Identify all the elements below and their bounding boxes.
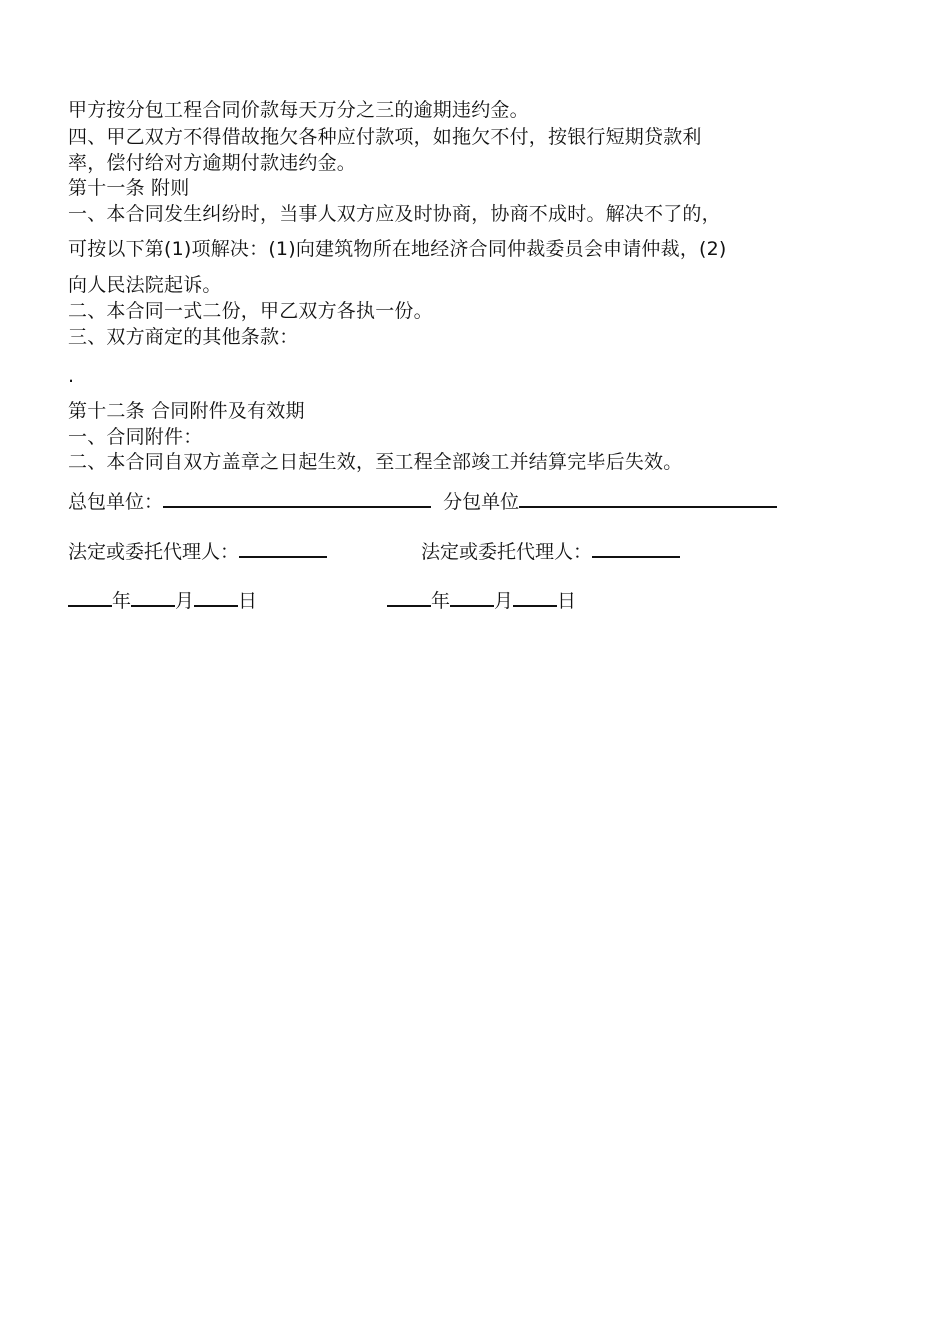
month-blank[interactable] — [450, 585, 494, 607]
paragraph: 一、本合同发生纠纷时，当事人双方应及时协商，协商不成时。解决不了的， — [68, 203, 721, 225]
paragraph: 四、甲乙双方不得借故拖欠各种应付款项，如拖欠不付，按银行短期贷款利 — [68, 126, 702, 148]
general-contractor-label: 总包单位： — [68, 491, 164, 513]
date-right — [387, 585, 576, 613]
agent-label-left: 法定或委托代理人： — [68, 541, 240, 563]
article-12-title: 第十二条 合同附件及有效期 — [68, 400, 305, 422]
date-left — [68, 585, 257, 613]
day-label: 日 — [557, 590, 577, 612]
agent-blank-left[interactable] — [239, 536, 327, 558]
day-blank[interactable] — [513, 585, 557, 607]
paragraph: 一、合同附件： — [68, 426, 203, 448]
article-11-title: 第十一条 附则 — [68, 177, 190, 199]
day-label: 日 — [238, 590, 258, 612]
dot-marker: . — [68, 365, 75, 387]
agent-label-right: 法定或委托代理人： — [421, 541, 593, 563]
paragraph: 二、本合同一式二份，甲乙双方各执一份。 — [68, 300, 433, 322]
contractor-row — [68, 486, 777, 514]
paragraph: 率，偿付给对方逾期付款违约金。 — [68, 152, 357, 174]
agent-row — [68, 536, 327, 564]
subcontractor-blank[interactable] — [519, 486, 777, 508]
subcontractor-label: 分包单位 — [443, 491, 520, 513]
paragraph: 二、本合同自双方盖章之日起生效，至工程全部竣工并结算完毕后失效。 — [68, 451, 683, 473]
year-label: 年 — [112, 590, 132, 612]
general-contractor-blank[interactable] — [163, 486, 431, 508]
paragraph: 三、双方商定的其他条款： — [68, 326, 299, 348]
agent-row-right — [421, 536, 680, 564]
month-blank[interactable] — [131, 585, 175, 607]
paragraph: 可按以下第(1)项解决：(1)向建筑物所在地经济合同仲裁委员会申请仲裁，(2) — [68, 238, 727, 260]
agent-blank-right[interactable] — [592, 536, 680, 558]
month-label: 月 — [175, 590, 195, 612]
paragraph: 甲方按分包工程合同价款每天万分之三的逾期违约金。 — [68, 99, 529, 121]
year-blank[interactable] — [68, 585, 112, 607]
year-label: 年 — [431, 590, 451, 612]
month-label: 月 — [494, 590, 514, 612]
year-blank[interactable] — [387, 585, 431, 607]
paragraph: 向人民法院起诉。 — [68, 274, 222, 296]
day-blank[interactable] — [194, 585, 238, 607]
